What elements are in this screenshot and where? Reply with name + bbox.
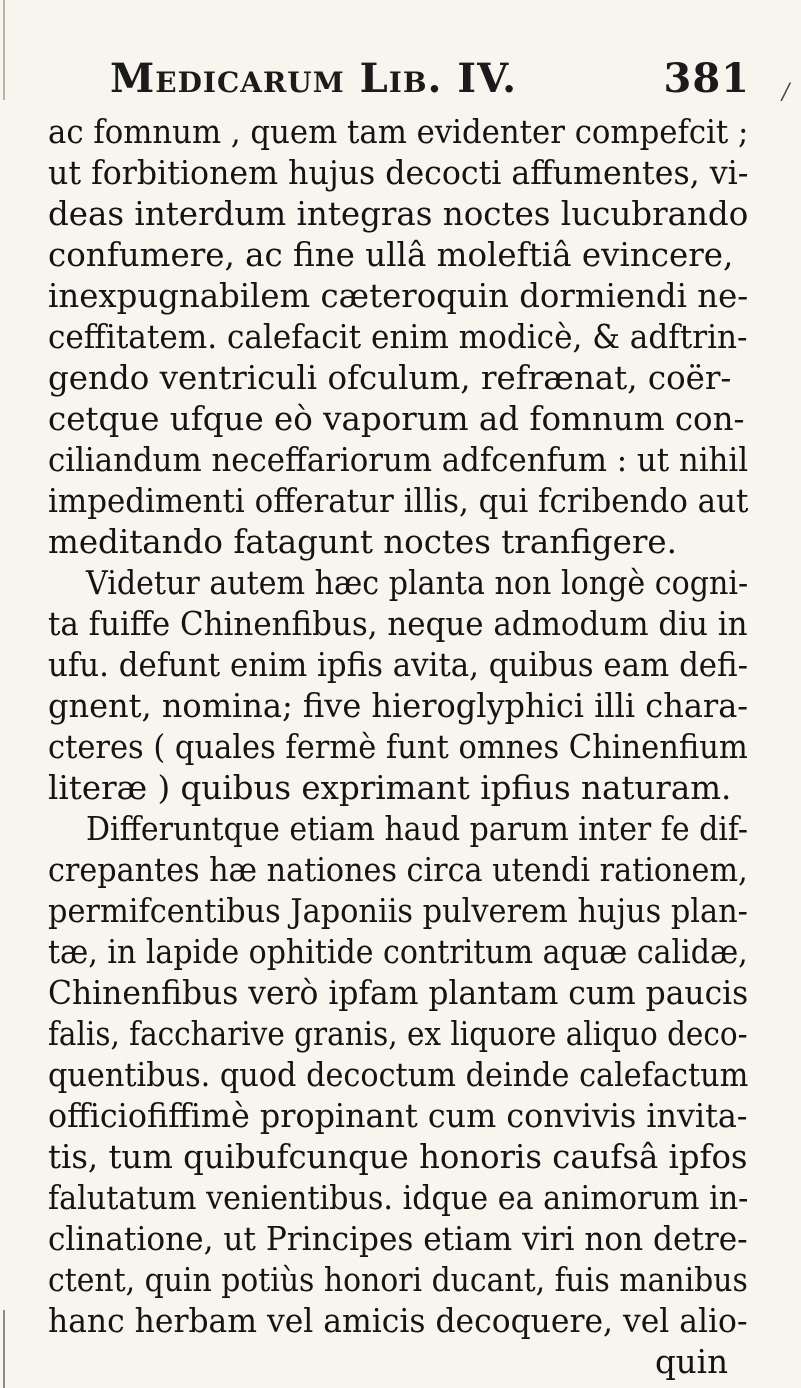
text-line: ciliandum neceffariorum adfcenfum : ut nihil: [48, 441, 748, 479]
body-text: [48, 112, 748, 1383]
text-line: clinatione, ut Principes etiam viri non detre-: [48, 1220, 748, 1258]
text-line: ta fuiffe Chinenfibus, neque admodum diu in: [48, 605, 748, 643]
text-line: cteres ( quales fermè funt omnes Chinenfium: [48, 728, 748, 766]
text-line: inexpugnabilem cæteroquin dormiendi ne-: [48, 277, 748, 315]
text-line: ac fomnum , quem tam evidenter compefcit ;: [48, 113, 748, 151]
text-line: gnent, nomina; five hieroglyphici illi chara-: [48, 687, 748, 725]
text-line: cetque ufque eò vaporum ad fomnum con-: [48, 400, 745, 438]
text-line: ctent, quin potiùs honori ducant, fuis manibus: [48, 1261, 748, 1299]
catchword: quin: [654, 1343, 728, 1381]
text-line: falutatum venientibus. idque ea animorum in-: [48, 1179, 748, 1217]
text-line: Differuntque etiam haud parum inter fe dif-: [86, 810, 748, 848]
text-line: officiofiffimè propinant cum convivis invita-: [48, 1097, 748, 1135]
running-header: [110, 55, 750, 102]
text-line: Videtur autem hæc planta non longè cogni-: [86, 564, 748, 602]
text-line: tæ, in lapide ophitide contritum aquæ calidæ,: [48, 933, 748, 971]
text-line: hanc herbam vel amicis decoquere, vel alio-: [48, 1302, 748, 1340]
page-gutter-bottom: [3, 1310, 5, 1388]
text-line: ceffitatem. calefacit enim modicè, & adftrin-: [48, 318, 748, 356]
text-line: tis, tum quibufcunque honoris caufsâ ipfos: [48, 1138, 748, 1176]
text-line: confumere, ac fine ullâ moleftiâ evincere,: [48, 236, 734, 274]
text-line: crepantes hæ nationes circa utendi rationem,: [48, 851, 748, 889]
text-line: deas interdum integras noctes lucubrando: [48, 195, 748, 233]
text-line: literæ ) quibus exprimant ipfius naturam.: [48, 769, 732, 807]
text-line: Chinenfibus verò ipfam plantam cum paucis: [48, 974, 748, 1012]
page-gutter-top: [3, 0, 5, 100]
text-line: gendo ventriculi ofculum, refrænat, coër-: [48, 359, 732, 397]
margin-mark: /: [782, 80, 790, 105]
text-line: ufu. defunt enim ipfis avita, quibus eam defi-: [48, 646, 748, 684]
running-title: Medicarum Lib. IV.: [110, 55, 518, 102]
text-line: meditando fatagunt noctes tranfigere.: [48, 523, 677, 561]
page-number: 381: [663, 55, 750, 102]
text-line: permifcentibus Japoniis pulverem hujus plan-: [48, 892, 748, 930]
text-line: falis, faccharive granis, ex liquore aliquo deco-: [48, 1015, 748, 1053]
text-line: quentibus. quod decoctum deinde calefactum: [48, 1056, 748, 1094]
text-line: ut forbitionem hujus decocti affumentes, vi-: [48, 154, 748, 192]
text-line: impedimenti offeratur illis, qui fcribendo aut: [48, 482, 748, 520]
